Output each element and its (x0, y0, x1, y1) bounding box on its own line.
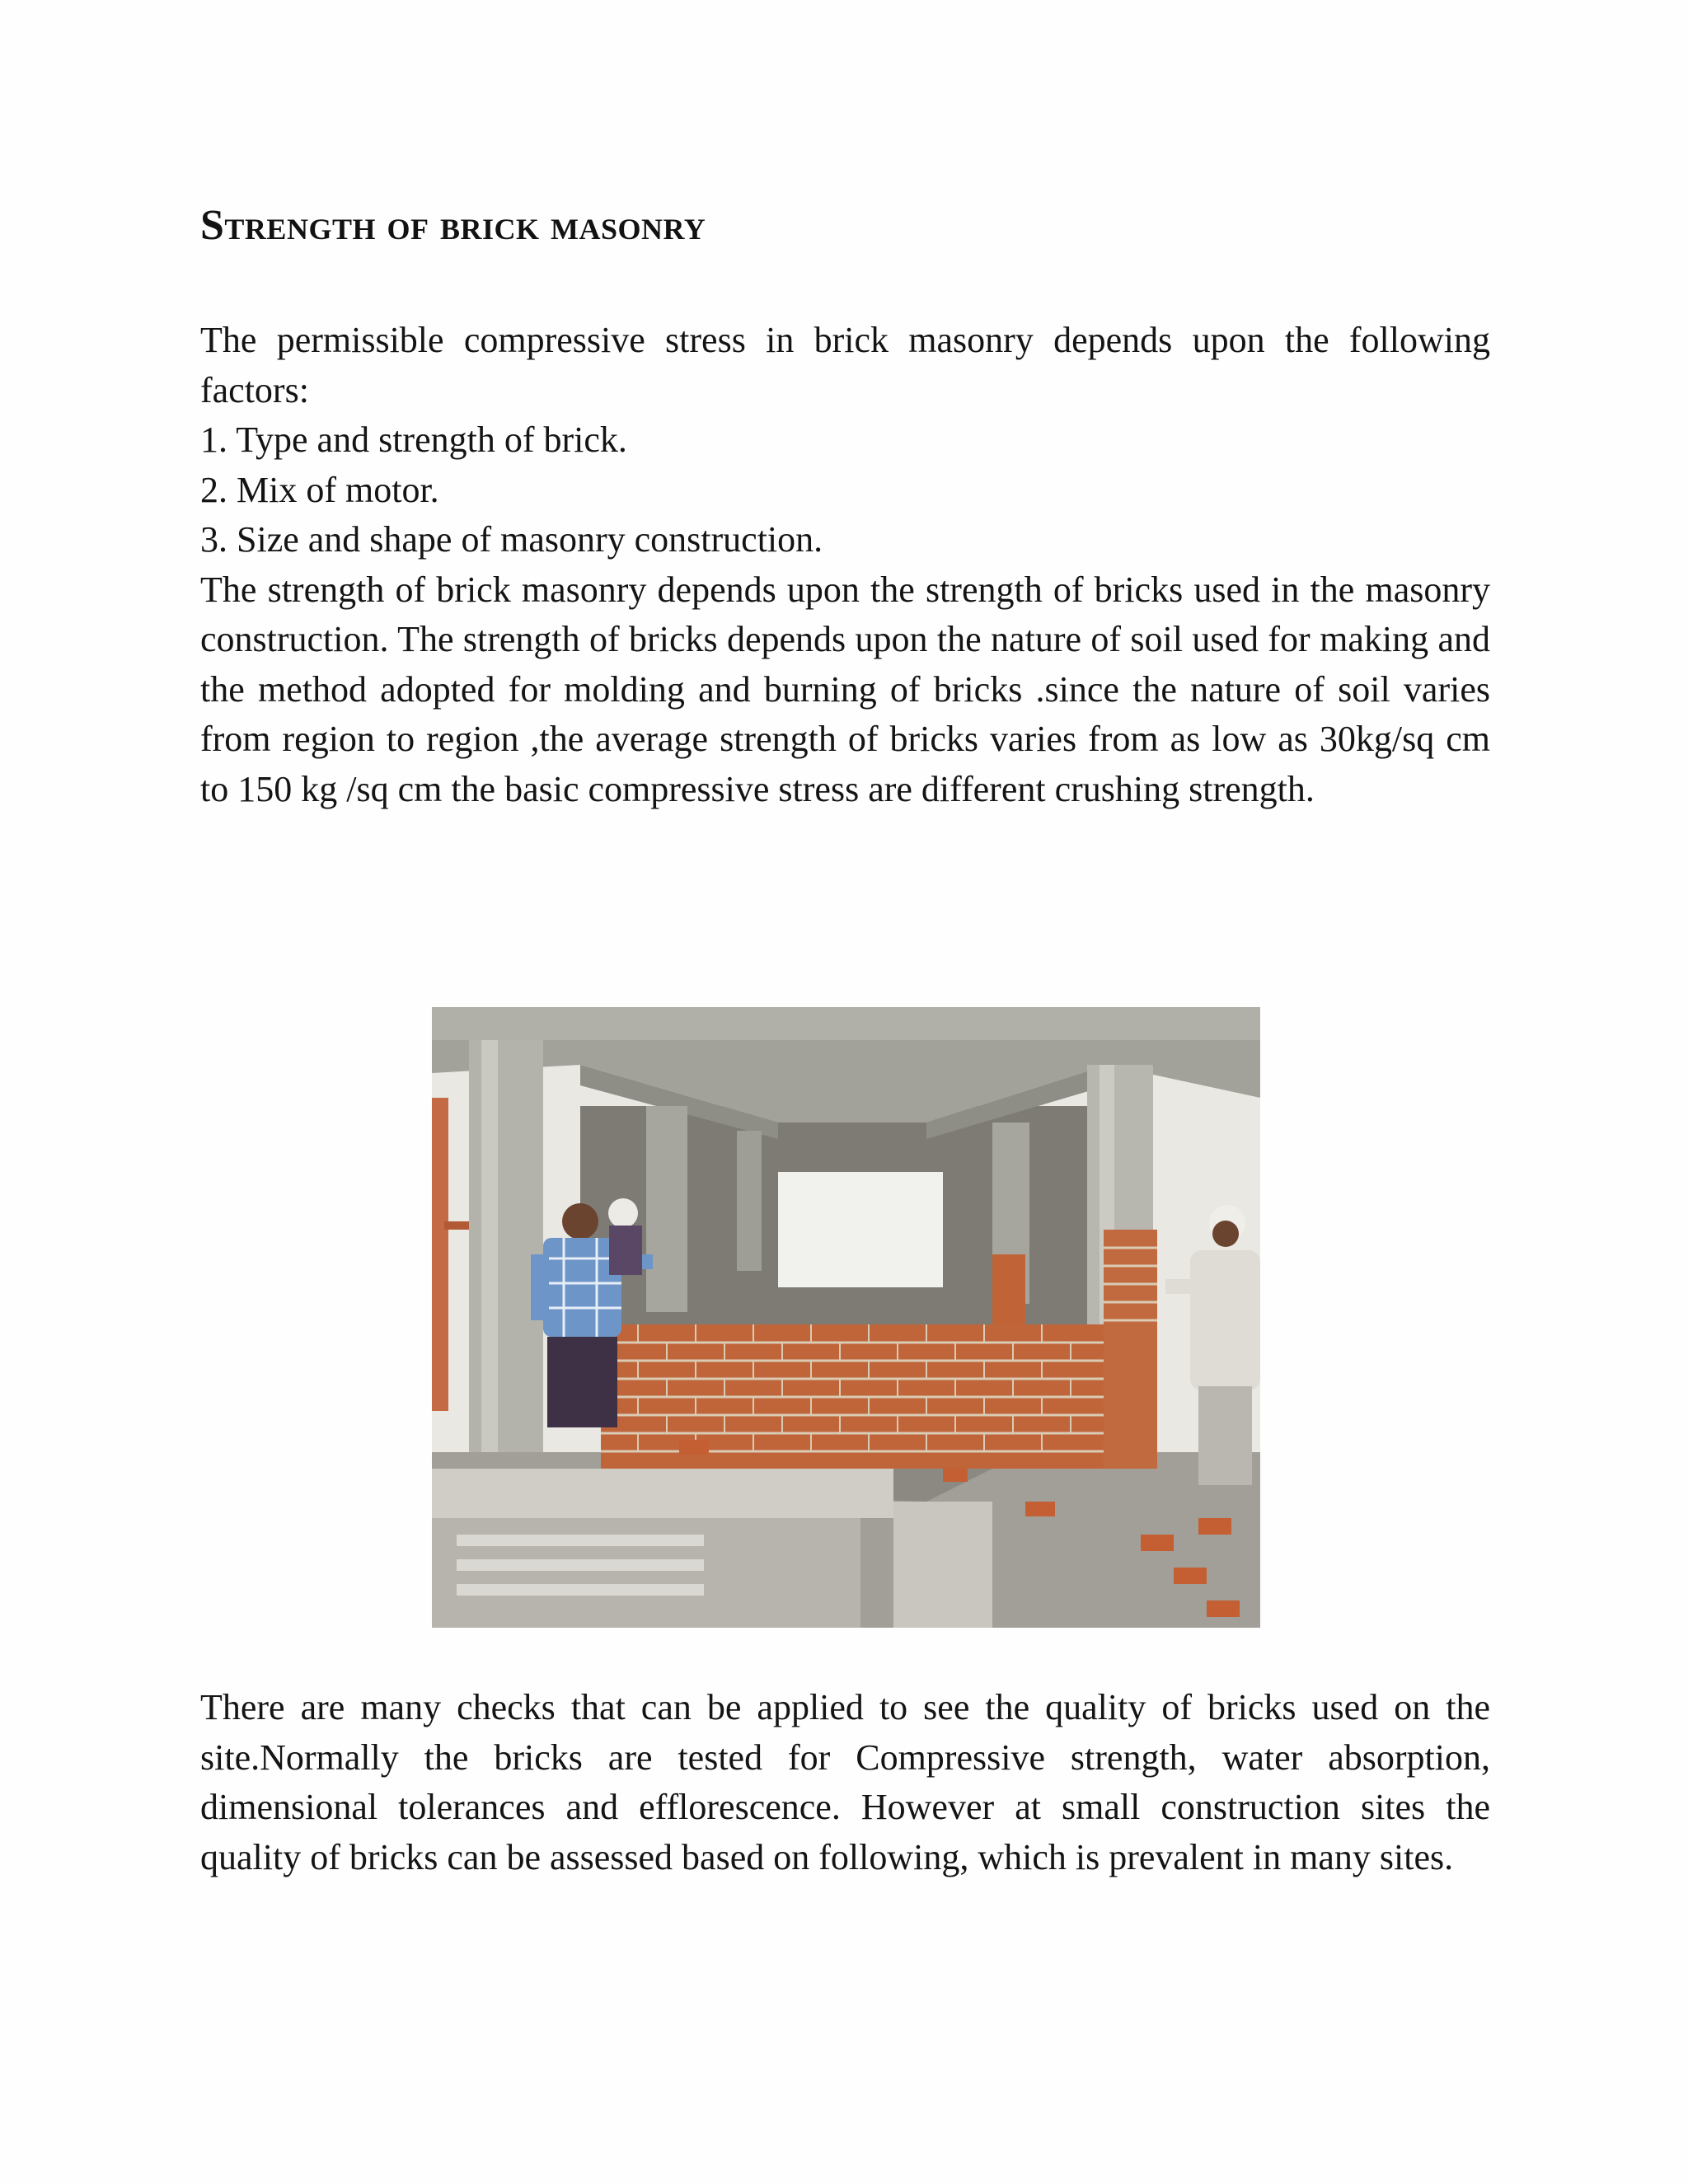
worker-middle (608, 1198, 642, 1275)
page-title: Strength of brick masonry (200, 202, 706, 249)
strength-paragraph: The strength of brick masonry depends upon the strength of bricks used in the masonry construction. The strength of bricks depends upon the nature of soil used for making and the method adopted for molding and burning of bricks .since the nature of soil varies from region to region ,the average strength of bricks varies from as low as 30kg/sq cm to 150 kg /sq cm the basic compressive stress are different crushing strength. (200, 569, 1490, 809)
intro-paragraph: The permissible compressive stress in brick masonry depends upon the following factors: (200, 320, 1490, 410)
quality-paragraph: There are many checks that can be applied to see the quality of bricks used on the site.Normally the bricks are tested for Compressive strength, water absorption, dimensional tolerances and efflorescence. However at small construction sites the quality of bricks can be assessed based on following, which is prevalent in many sites. (200, 1687, 1490, 1877)
brick-wall (601, 1324, 1120, 1469)
factor-item: 1. Type and strength of brick. (200, 419, 627, 460)
brick-masonry-photo (432, 1007, 1260, 1628)
intro-section (200, 316, 1490, 814)
factor-item: 3. Size and shape of masonry construction. (200, 519, 823, 560)
factor-item: 2. Mix of motor. (200, 469, 439, 510)
quality-section (200, 1683, 1490, 1882)
